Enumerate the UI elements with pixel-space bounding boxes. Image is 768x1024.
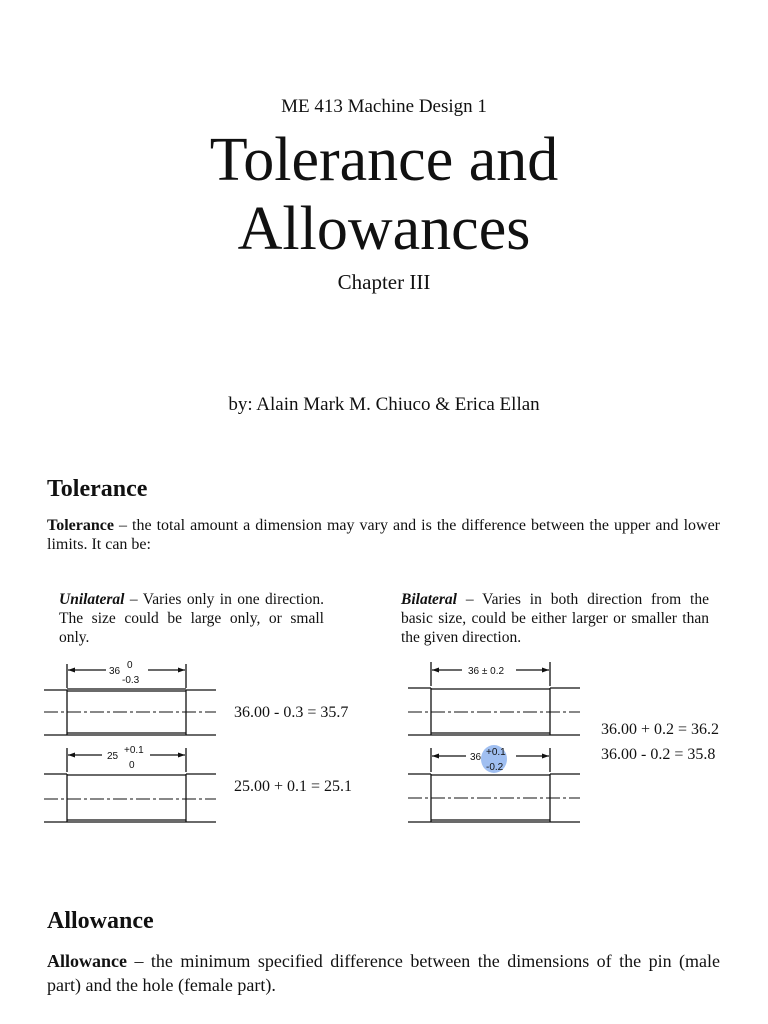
equation-bilateral-lower: 36.00 - 0.2 = 35.8 — [601, 746, 716, 763]
unilateral-text: – Varies only in one direction. The size could be large only, or small only. — [59, 591, 324, 646]
uni-bottom-basic: 25 — [107, 751, 119, 762]
allowance-definition-text: – the minimum specified difference between the dimensions of the pin (male part) and the hole (female part). — [47, 951, 720, 995]
uni-top-basic: 36 — [109, 666, 121, 677]
chapter-label: Chapter III — [337, 270, 431, 294]
equation-unilateral-bottom: 25.00 + 0.1 = 25.1 — [234, 778, 353, 795]
authors-line: by: Alain Mark M. Chiuco & Erica Ellan — [228, 394, 540, 415]
allowance-heading: Allowance — [47, 908, 154, 934]
equation-unilateral-top: 36.00 - 0.3 = 35.7 — [234, 704, 349, 721]
page-title — [0, 126, 768, 264]
uni-bottom-upper: +0.1 — [124, 745, 144, 756]
bi-top-label: 36 ± 0.2 — [468, 666, 505, 677]
tolerance-heading: Tolerance — [47, 476, 148, 502]
title-line-2: Allowances — [237, 195, 531, 263]
equation-bilateral-upper: 36.00 + 0.2 = 36.2 — [601, 721, 720, 738]
tolerance-definition-text: – the total amount a dimension may vary and is the difference between the upper and lower limits. It can be: — [47, 517, 720, 553]
allowance-definition — [47, 949, 720, 997]
course-title: ME 413 Machine Design 1 — [281, 96, 487, 117]
uni-bottom-lower: 0 — [129, 760, 135, 771]
unilateral-shaft-drawing — [40, 658, 230, 826]
unilateral-definition — [59, 590, 324, 647]
uni-top-lower: -0.3 — [122, 675, 140, 686]
title-line-1: Tolerance and — [209, 126, 559, 194]
tolerance-term: Tolerance — [47, 517, 114, 534]
bilateral-definition — [401, 590, 709, 647]
bi-bottom-upper: +0.1 — [486, 747, 506, 758]
bilateral-text: – Varies in both direction from the basic size, could be either larger or smaller than the given direction. — [401, 591, 709, 646]
bilateral-term: Bilateral — [401, 591, 457, 608]
unilateral-term: Unilateral — [59, 591, 125, 608]
uni-top-upper: 0 — [127, 660, 133, 671]
tolerance-definition — [47, 516, 720, 554]
allowance-term: Allowance — [47, 951, 127, 971]
bi-bottom-basic: 36 — [470, 752, 482, 763]
bilateral-shaft-drawing — [404, 658, 588, 826]
bi-bottom-lower: -0.2 — [486, 762, 504, 773]
